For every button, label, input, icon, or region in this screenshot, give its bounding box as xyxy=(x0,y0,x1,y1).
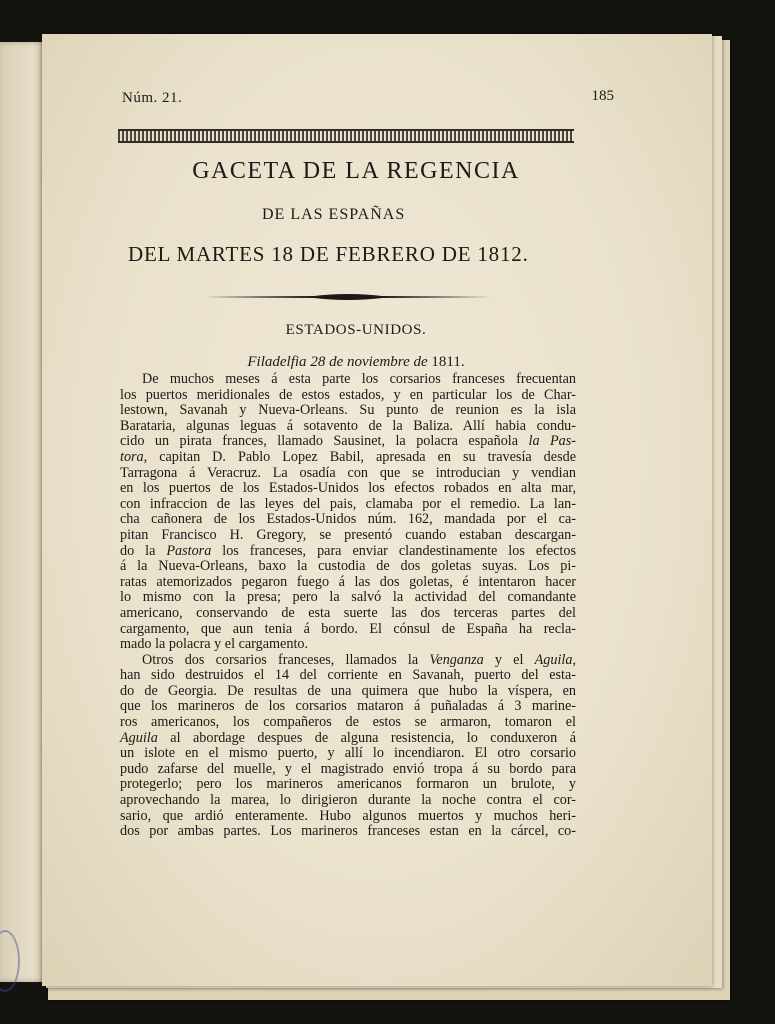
article-line xyxy=(120,528,576,544)
article-line xyxy=(120,731,576,747)
article-line xyxy=(120,653,576,669)
gazette-subtitle: DE LAS ESPAÑAS xyxy=(262,206,406,223)
dateline-date: 28 de noviembre de xyxy=(306,354,432,370)
gazette-title: GACETA DE LA REGENCIA xyxy=(192,158,520,184)
article-body xyxy=(120,372,576,840)
line-text: ratas atemorizados pegaron fuego á las dos goletas, é intentaron hacer xyxy=(120,573,576,590)
running-head xyxy=(122,88,614,110)
article-line xyxy=(120,668,576,684)
article-line xyxy=(120,699,576,715)
line-text: cido un pirata frances, llamado Sausinet, la polacra española xyxy=(120,433,529,450)
line-text: y el xyxy=(483,651,535,668)
section-heading: ESTADOS-UNIDOS. xyxy=(285,322,427,338)
dateline-place: Filadelfia xyxy=(247,354,307,370)
line-text: que los marineros de los corsarios mataron á puñaladas á 3 marine- xyxy=(120,698,576,715)
article-line xyxy=(120,434,576,450)
article-line xyxy=(120,715,576,731)
line-text: lo mismo con la presa; pero la salvó la actividad del comandante xyxy=(120,589,576,606)
line-text: sario, que ardió enteramente. Hubo algunos muertos y muchos heri- xyxy=(120,807,576,824)
line-text: al abordage despues de alguna resistencia, lo conduxeron á xyxy=(157,729,576,746)
italic-text: Aguila xyxy=(534,651,573,668)
article-line xyxy=(120,684,576,700)
line-text: do de Georgia. De resultas de una quimera que hubo la víspera, en xyxy=(120,682,576,699)
line-text: han sido destruidos el 14 del corriente en Savanah, puerto del esta- xyxy=(120,667,576,684)
line-text: con infraccion de las leyes del pais, clamaba por el remedio. La lan- xyxy=(120,495,576,512)
gazette-page xyxy=(42,34,712,986)
line-text: pudo zafarse del muelle, y el magistrado envió tropa á su bordo para xyxy=(120,760,576,777)
article-line xyxy=(120,388,576,404)
article-line xyxy=(120,559,576,575)
line-text: en los puertos de los Estados-Unidos los efectos robados en alta mar, xyxy=(120,480,576,497)
dateline-year: 1811. xyxy=(431,354,465,370)
line-text: protegerlo; pero los marineros americanos formaron un brulote, y xyxy=(120,776,576,793)
adjacent-page-edge xyxy=(0,42,46,982)
line-text: un islote en el mismo puerto, y allí lo incendiaron. El otro corsario xyxy=(120,745,576,762)
line-text: cargamento, que aun tenia á bordo. El cónsul de España ha recla- xyxy=(120,620,576,637)
line-text: ros americanos, los compañeros de estos se armaron, tomaron el xyxy=(120,714,576,731)
article-dateline xyxy=(42,354,670,371)
line-text: á la Nueva-Orleans, baxo la custodia de dos goletas suyas. Los pi- xyxy=(120,558,576,575)
library-stamp xyxy=(0,930,20,992)
article-line xyxy=(120,746,576,762)
line-text: cha cañonera de los Estados-Unidos núm. 162, mandada por el ca- xyxy=(120,511,576,528)
italic-text: Venganza xyxy=(429,651,484,668)
article-line xyxy=(120,762,576,778)
italic-text: Aguila xyxy=(120,729,158,746)
line-text: Tarragona á Veracruz. La osadía con que se introducian y vendian xyxy=(120,464,576,481)
article-line xyxy=(120,824,576,840)
article-line xyxy=(120,497,576,513)
line-text: los franceses, para enviar clandestinamente los efectos xyxy=(211,542,576,559)
line-text: aprovechando la marea, lo dirigieron durante la noche contra el cor- xyxy=(120,792,576,809)
article-line xyxy=(120,544,576,560)
italic-text: tora xyxy=(120,448,144,465)
article-line xyxy=(120,590,576,606)
line-text: , capitan D. Pablo Lopez Babil, apresada en su travesía desde xyxy=(143,448,576,465)
line-text: De muchos meses á esta parte los corsarios franceses frecuentan xyxy=(142,371,576,387)
line-text: dos por ambas partes. Los marineros franceses estan en la cárcel, co- xyxy=(120,823,576,840)
line-text: do la xyxy=(120,542,167,559)
issue-date: DEL MARTES 18 DE FEBRERO DE 1812. xyxy=(128,242,529,266)
line-text: Otros dos corsarios franceses, llamados la xyxy=(142,651,430,668)
line-text: americano, conservando de esta suerte las dos terceras partes del xyxy=(120,604,576,621)
line-text: pitan Francisco H. Gregory, se presentó cuando estaban descargan- xyxy=(120,526,576,543)
article-line xyxy=(120,450,576,466)
article-line xyxy=(120,809,576,825)
issue-number: Núm. 21. xyxy=(122,90,183,106)
article-line xyxy=(120,606,576,622)
article-line xyxy=(120,372,576,388)
line-text: lestown, Savanah y Nueva-Orleans. Su punto de reunion es la isla xyxy=(120,402,576,419)
article-line xyxy=(120,481,576,497)
article-line xyxy=(120,637,576,653)
article-line xyxy=(120,793,576,809)
article-line xyxy=(120,512,576,528)
line-text: los puertos meridionales de estos estados, y en particular los de Char- xyxy=(120,386,576,403)
article-line xyxy=(120,575,576,591)
article-line xyxy=(120,419,576,435)
article-line xyxy=(120,777,576,793)
article-line xyxy=(120,466,576,482)
italic-text: la Pas- xyxy=(528,433,577,450)
divider-ornament xyxy=(204,292,492,302)
italic-text: Pastora xyxy=(166,542,212,559)
line-text: Barataria, algunas leguas á sotavento de la Baliza. Allí habia condu- xyxy=(120,417,576,434)
line-text: , xyxy=(572,651,576,668)
line-text: mado la polacra y el cargamento. xyxy=(120,636,309,653)
article-line xyxy=(120,403,576,419)
article-line xyxy=(120,622,576,638)
page-number: 185 xyxy=(591,88,614,104)
masthead-rule xyxy=(118,129,574,143)
